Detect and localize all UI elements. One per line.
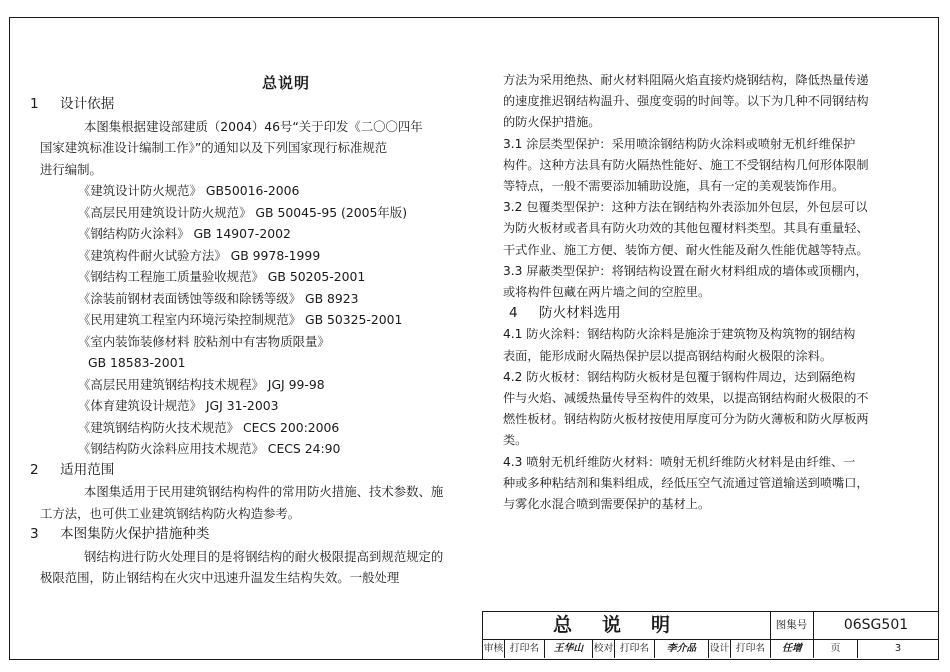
reference-item: 《建筑构件耐火试验方法》 GB 9978-1999: [78, 247, 321, 263]
text-line: 种或多种粘结剂和集料组成，经低压空气流通过管道输送到喷嘴口，: [503, 475, 869, 490]
design-label: 设计: [709, 639, 731, 658]
text-line: 燃性板材。钢结构防火板材按使用厚度可分为防火薄板和防火厚板两: [503, 412, 869, 427]
text-line: 4.1 防火涂料：钢结构防火涂料是施涂于建筑物及构筑物的钢结构: [503, 327, 856, 342]
atlas-number: 06SG501: [843, 617, 909, 633]
text-line: 3.1 涂层类型保护：采用喷涂钢结构防火涂料或喷射无机纤维保护: [503, 136, 856, 151]
check-label: 校对: [593, 639, 615, 658]
section-number: 4: [509, 305, 518, 322]
section-number: 3: [30, 526, 39, 542]
reference-item: 《涂装前钢材表面锈蚀等级和除锈等级》 GB 8923: [78, 290, 359, 306]
title-block: [482, 611, 938, 659]
text-line: 4.2 防火板材：钢结构防火板材是包覆于钢构件周边，达到隔绝构: [503, 369, 856, 384]
text-line: 的防火保护措施。: [503, 115, 601, 130]
reference-item: GB 18583-2001: [88, 355, 186, 370]
page-label: 页: [814, 639, 858, 658]
text-line: 4.3 喷射无机纤维防火材料：喷射无机纤维防火材料是由纤维、一: [503, 454, 856, 469]
section-title: 设计依据: [60, 96, 115, 112]
print-name-label: 打印名: [731, 639, 771, 658]
text-line: 与雾化水混合喷到需要保护的基材上。: [503, 497, 711, 512]
text-line: 构件。这种方法具有防火隔热性能好、施工不受钢结构几何形体限制: [503, 157, 869, 172]
reference-item: 《钢结构工程施工质量验收规范》 GB 50205-2001: [78, 269, 366, 284]
section-2-heading: [30, 460, 466, 482]
drawing-frame: [9, 17, 939, 660]
text-line: 或将构件包藏在两片墙之间的空腔里。: [503, 285, 711, 300]
section-title: 防火材料选用: [539, 305, 621, 322]
title-block-row-main: [483, 612, 938, 640]
intro-line: 本图集根据建设部建质（2004）46号“关于印发《二〇〇四年: [84, 118, 423, 134]
print-name-label: 打印名: [615, 639, 655, 658]
text-line: 干式作业、施工方便、装饰方便、耐火性能及耐久性能优越等特点。: [503, 242, 869, 257]
text-line: 的速度推迟钢结构温升、强度变弱的时间等。以下为几种不同钢结构: [503, 94, 869, 109]
intro-line: 进行编制。: [40, 161, 102, 177]
reference-item: 《高层民用建筑设计防火规范》 GB 50045-95 (2005年版): [78, 204, 408, 220]
atlas-label: 图集号: [770, 612, 814, 639]
left-column: [30, 72, 466, 589]
section-4-heading: [503, 303, 925, 324]
review-label: 审核: [483, 639, 505, 658]
text-line: 表面，能形成耐火隔热保护层以提高钢结构耐火极限的涂料。: [503, 348, 833, 363]
text-line: 为防火板材或者具有防火功效的其他包覆材料类型。其具有重量轻、: [503, 221, 869, 236]
measures-line: 钢结构进行防火处理目的是将钢结构的耐火极限提高到规范规定的: [84, 548, 444, 564]
text-line: 3.3 屏蔽类型保护：将钢结构设置在耐火材料组成的墙体或顶棚内，: [503, 263, 868, 278]
reference-item: 《体育建筑设计规范》 JGJ 31-2003: [78, 398, 279, 413]
section-number: 2: [30, 461, 39, 478]
designer-signature: 任增: [771, 639, 814, 658]
measures-line: 极限范围，防止钢结构在火灾中迅速升温发生结构失效。一般处理: [40, 570, 400, 585]
title-block-title: 总说明: [483, 612, 771, 639]
reviewer-signature: 王华山: [545, 639, 593, 658]
text-line: 件与火焰、减缓热量传导至构件的效果，以提高钢结构耐火极限的不: [503, 391, 869, 406]
print-name-label: 打印名: [505, 639, 545, 658]
text-line: 3.2 包覆类型保护：这种方法在钢结构外表添加外包层，外包层可以: [503, 200, 868, 215]
scope-line: 本图集适用于民用建筑钢结构构件的常用防火措施、技术参数、施: [84, 484, 444, 499]
reference-item: 《民用建筑工程室内环境污染控制规范》 GB 50325-2001: [78, 312, 403, 327]
section-title: 适用范围: [60, 461, 115, 478]
section-3-heading: [30, 524, 466, 546]
page-number: 3: [894, 643, 902, 654]
reference-item: 《室内装饰装修材料 胶粘剂中有害物质限量》: [78, 333, 330, 349]
reference-item: 《钢结构防火涂料应用技术规范》 CECS 24:90: [78, 441, 341, 456]
checker-signature: 李介品: [655, 639, 709, 658]
section-1-heading: [30, 94, 466, 116]
reference-item: 《建筑钢结构防火技术规范》 CECS 200:2006: [78, 419, 340, 435]
title-block-row-signatures: [483, 639, 938, 658]
text-line: 方法为采用绝热、耐火材料阻隔火焰直接灼烧钢结构，降低热量传递: [503, 73, 869, 87]
right-column: [503, 70, 925, 515]
reference-item: 《高层民用建筑钢结构技术规程》 JGJ 99-98: [78, 376, 325, 392]
reference-item: 《建筑设计防火规范》 GB50016-2006: [78, 183, 300, 198]
section-title: 本图集防火保护措施种类: [60, 526, 210, 542]
scope-line: 工方法，也可供工业建筑钢结构防火构造参考。: [40, 505, 301, 521]
document-title: 总说明: [261, 74, 310, 92]
section-number: 1: [30, 96, 39, 112]
text-line: 等特点，一般不需要添加辅助设施，具有一定的美观装饰作用。: [503, 179, 845, 194]
reference-item: 《钢结构防火涂料》 GB 14907-2002: [78, 226, 291, 241]
intro-line: 国家建筑标准设计编制工作》”的通知以及下列国家现行标准规范: [40, 140, 388, 155]
text-line: 类。: [503, 433, 528, 448]
